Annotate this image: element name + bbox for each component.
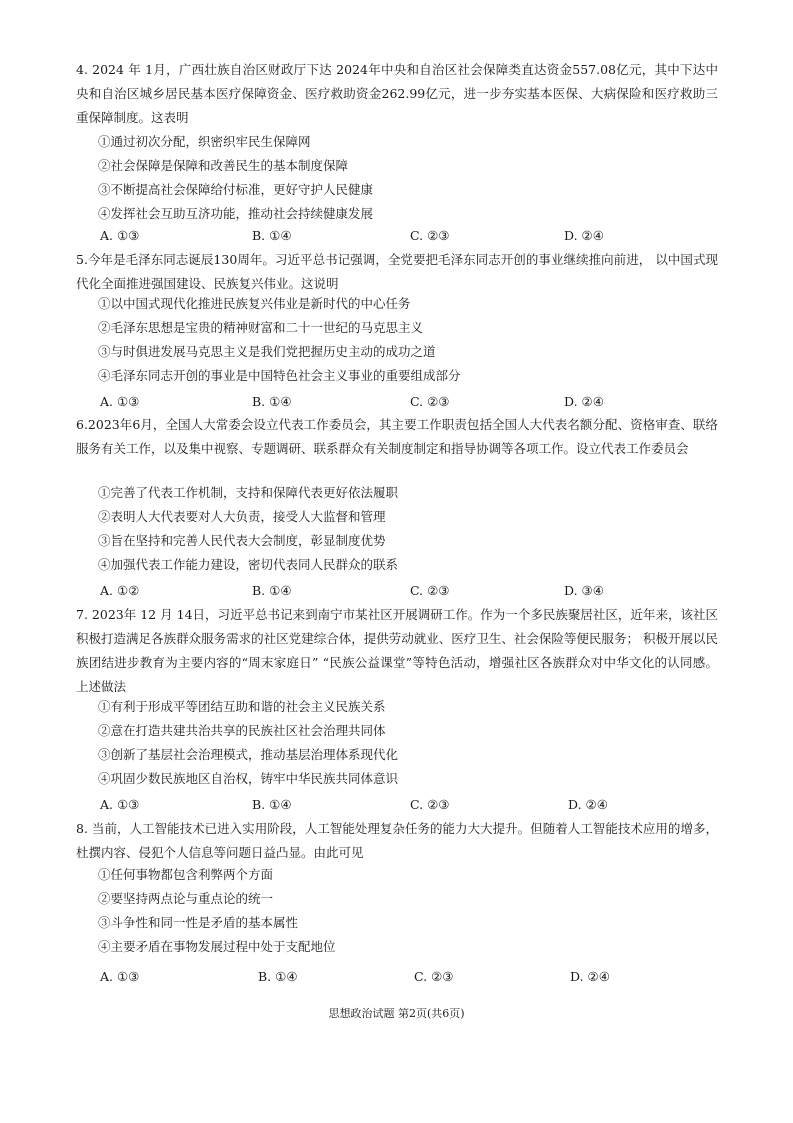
question-7-choice-b[interactable]: B. ①④ <box>252 797 292 812</box>
question-8-option-2: ②要坚持两点论与重点论的统一 <box>98 891 274 906</box>
question-7-option-2: ②意在打造共建共治共享的民族社区社会治理共同体 <box>98 723 386 738</box>
question-4-option-2: ②社会保障是保障和改善民生的基本制度保障 <box>98 158 349 173</box>
question-5-choices <box>100 390 660 414</box>
question-4-option-3: ③不断提高社会保障给付标准，更好守护人民健康 <box>98 182 374 197</box>
question-7-option-4: ④巩固少数民族地区自治权，铸牢中华民族共同体意识 <box>98 771 399 786</box>
question-8-choices <box>100 965 660 989</box>
question-6-stem: 6.2023年6月，全国人大常委会设立代表工作委员会，其主要工作职责包括全国人大代表名额分配、资格审查、联络服务有关工作，以及集中视察、专题调研、联系群众有关制度制定和指导协调等各项工作。设立代表工作委员会 <box>76 417 718 456</box>
question-6-choice-a[interactable]: A. ①② <box>100 583 140 598</box>
question-6-choice-b[interactable]: B. ①④ <box>252 583 292 598</box>
question-7-choice-d[interactable]: D. ②④ <box>568 797 608 812</box>
question-5-option-2: ②毛泽东思想是宝贵的精神财富和二十一世纪的马克思主义 <box>98 320 424 335</box>
question-5-option-1: ①以中国式现代化推进民族复兴伟业是新时代的中心任务 <box>98 296 411 311</box>
question-5-choice-b[interactable]: B. ①④ <box>252 394 292 409</box>
question-8-option-1: ①任何事物都包含利弊两个方面 <box>98 867 274 882</box>
question-6-choice-d[interactable]: D. ③④ <box>564 583 604 598</box>
question-6-choices <box>100 579 660 603</box>
question-5-stem: 5.今年是毛泽东同志诞辰130周年。习近平总书记强调，全党要把毛泽东同志开创的事业继续推向前进， 以中国式现代化全面推进强国建设、民族复兴伟业。这说明 <box>76 252 718 291</box>
question-4-choice-a[interactable]: A. ①③ <box>100 228 140 243</box>
question-5-choice-a[interactable]: A. ①③ <box>100 394 140 409</box>
question-6-option-4: ④加强代表工作能力建设，密切代表同人民群众的联系 <box>98 557 399 572</box>
question-8-choice-c[interactable]: C. ②③ <box>414 969 454 984</box>
question-5-option-3: ③与时俱进发展马克思主义是我们党把握历史主动的成功之道 <box>98 344 436 359</box>
question-6-choice-c[interactable]: C. ②③ <box>410 583 450 598</box>
question-8-choice-d[interactable]: D. ②④ <box>570 969 610 984</box>
question-4-choices <box>100 224 660 248</box>
question-7-option-1: ①有利于形成平等团结互助和谐的社会主义民族关系 <box>98 699 386 714</box>
question-7-choice-a[interactable]: A. ①③ <box>100 797 140 812</box>
question-7-stem: 7. 2023年 12 月 14日，习近平总书记来到南宁市某社区开展调研工作。作为一个多民族聚居社区，近年来，该社区积极打造满足各族群众服务需求的社区党建综合体，提供劳动就业、医疗卫生、社会保险等便民服务； 积极开展以民族团结进步教育为主要内容的“周末家庭日” “民族公益课堂”等特色活动，增强社区各族群众对中华文化的认同感。上述做法 <box>76 607 718 694</box>
question-4-choice-c[interactable]: C. ②③ <box>410 228 450 243</box>
question-8-option-4: ④主要矛盾在事物发展过程中处于支配地位 <box>98 939 336 954</box>
question-6-option-1: ①完善了代表工作机制，支持和保障代表更好依法履职 <box>98 485 399 500</box>
question-7-option-3: ③创新了基层社会治理模式，推动基层治理体系现代化 <box>98 747 399 762</box>
question-4-option-1: ①通过初次分配，织密织牢民生保障网 <box>98 134 311 149</box>
question-7-choice-c[interactable]: C. ②③ <box>410 797 450 812</box>
question-8-option-3: ③斗争性和同一性是矛盾的基本属性 <box>98 915 299 930</box>
question-8-choice-a[interactable]: A. ①③ <box>100 969 140 984</box>
question-5-choice-d[interactable]: D. ②④ <box>564 394 604 409</box>
question-5-option-4: ④毛泽东同志开创的事业是中国特色社会主义事业的重要组成部分 <box>98 368 461 383</box>
question-4-option-4: ④发挥社会互助互济功能，推动社会持续健康发展 <box>98 206 374 221</box>
question-6-option-3: ③旨在坚持和完善人民代表大会制度，彰显制度优势 <box>98 533 386 548</box>
question-4-choice-b[interactable]: B. ①④ <box>252 228 292 243</box>
question-8-choice-b[interactable]: B. ①④ <box>258 969 298 984</box>
question-4-choice-d[interactable]: D. ②④ <box>564 228 604 243</box>
question-5-choice-c[interactable]: C. ②③ <box>410 394 450 409</box>
page-footer: 思想政治试题 第2页(共6页) <box>328 1007 465 1020</box>
question-4-stem: 4. 2024 年 1月，广西壮族自治区财政厅下达 2024年中央和自治区社会保障类直达资金557.08亿元，其中下达中央和自治区城乡居民基本医疗保障资金、医疗救助资金262.99亿元，进一步夯实基本医保、大病保险和医疗救助三重保障制度。这表明 <box>76 62 718 125</box>
question-6-option-2: ②表明人大代表要对人大负责，接受人大监督和管理 <box>98 509 386 524</box>
question-7-choices <box>100 793 660 817</box>
question-8-stem: 8. 当前，人工智能技术已进入实用阶段，人工智能处理复杂任务的能力大大提升。但随着人工智能技术应用的增多，杜撰内容、侵犯个人信息等问题日益凸显。由此可见 <box>76 821 718 860</box>
